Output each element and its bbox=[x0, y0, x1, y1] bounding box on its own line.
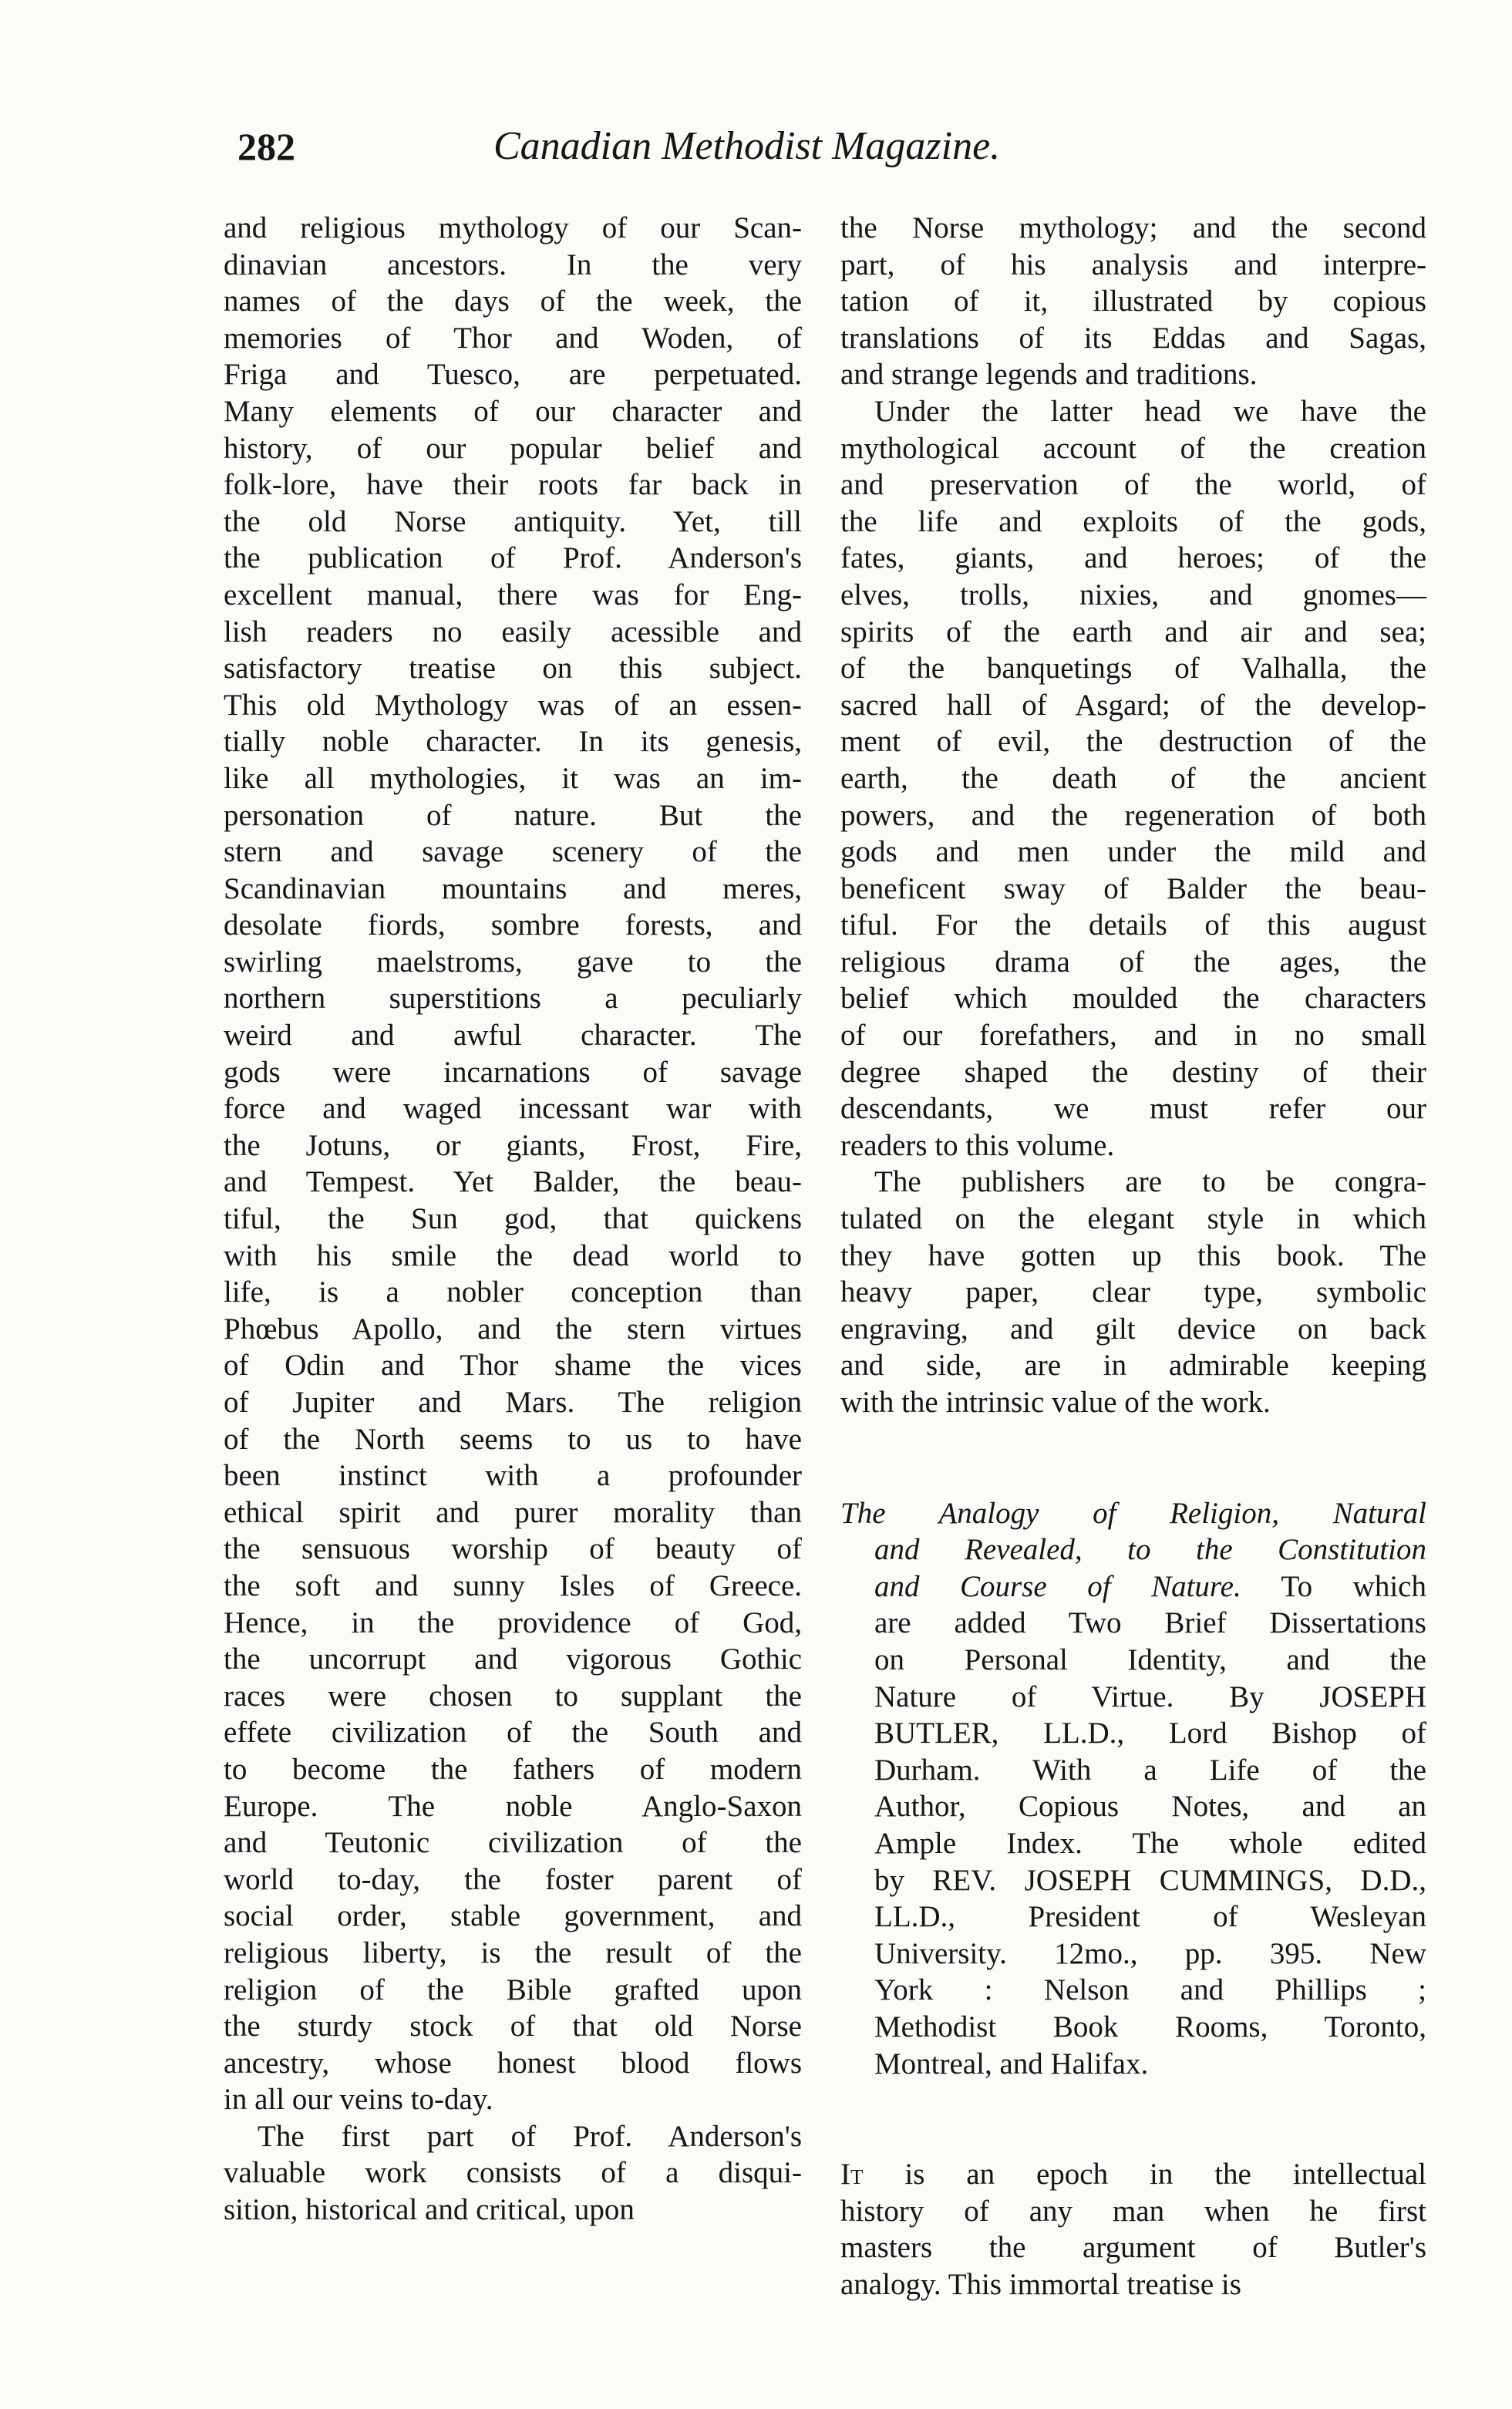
text-line: of Odin and Thor shame the vices bbox=[224, 1349, 802, 1383]
text-line: tation of it, illustrated by copious bbox=[840, 285, 1426, 318]
text-line: the uncorrupt and vigorous Gothic bbox=[224, 1642, 802, 1676]
text-line: effete civilization of the South and bbox=[224, 1716, 802, 1750]
text-line: satisfactory treatise on this subject. bbox=[224, 652, 802, 686]
text-line: by REV. JOSEPH CUMMINGS, D.D., bbox=[874, 1863, 1426, 1897]
text-line: heavy paper, clear type, symbolic bbox=[840, 1275, 1426, 1309]
text-line: Under the latter head we have the bbox=[874, 394, 1426, 428]
text-line: with the intrinsic value of the work. bbox=[840, 1386, 1271, 1419]
text-line: tulated on the elegant style in which bbox=[840, 1202, 1426, 1236]
text-line: Durham. With a Life of the bbox=[874, 1753, 1426, 1787]
text-line: with his smile the dead world to bbox=[224, 1238, 802, 1272]
text-line: Many elements of our character and bbox=[224, 394, 802, 428]
text-line: Montreal, and Halifax. bbox=[874, 2047, 1149, 2080]
text-line: they have gotten up this book. The bbox=[840, 1238, 1426, 1272]
text-line: the sensuous worship of beauty of bbox=[224, 1532, 802, 1566]
text-line: ethical spirit and purer morality than bbox=[224, 1495, 802, 1529]
text-line: Scandinavian mountains and meres, bbox=[224, 871, 802, 905]
text-line: sacred hall of Asgard; of the develop- bbox=[840, 688, 1426, 722]
text-line: ancestry, whose honest blood flows bbox=[224, 2046, 802, 2080]
text-line: This old Mythology was of an essen- bbox=[224, 688, 802, 722]
section-gap bbox=[840, 1421, 1426, 1495]
text-line: the publication of Prof. Anderson's bbox=[224, 541, 802, 575]
text-line: world to-day, the foster parent of bbox=[224, 1862, 802, 1896]
drop-word: It bbox=[840, 2158, 864, 2192]
text-line: Ample Index. The whole edited bbox=[874, 1826, 1426, 1860]
right-column-top-text bbox=[840, 210, 1426, 1421]
review-title-line: The Analogy of Religion, Natural bbox=[840, 1496, 1426, 1530]
text-line: weird and awful character. The bbox=[224, 1019, 802, 1053]
text-line: personation of nature. But the bbox=[224, 798, 802, 832]
text-line: dinavian ancestors. In the very bbox=[224, 248, 802, 281]
text-line: valuable work consists of a disqui- bbox=[224, 2156, 802, 2190]
text-line: beneficent sway of Balder the beau- bbox=[840, 871, 1426, 905]
text-line: the old Norse antiquity. Yet, till bbox=[224, 504, 802, 538]
text-line: northern superstitions a peculiarly bbox=[224, 982, 802, 1016]
text-line: folk-lore, have their roots far back in bbox=[224, 468, 802, 502]
text-line: BUTLER, LL.D., Lord Bishop of bbox=[874, 1717, 1426, 1750]
text-line: are added Two Brief Dissertations bbox=[874, 1606, 1426, 1640]
book-review bbox=[840, 1495, 1426, 2083]
text-line: degree shaped the destiny of their bbox=[840, 1055, 1426, 1089]
text-line: part, of his analysis and interpre- bbox=[840, 248, 1426, 281]
text-line: like all mythologies, it was an im- bbox=[224, 761, 802, 795]
text-line: religious drama of the ages, the bbox=[840, 945, 1426, 979]
text-line: Phœbus Apollo, and the stern virtues bbox=[224, 1312, 802, 1346]
text-line: sition, historical and critical, upon bbox=[224, 2193, 635, 2227]
text-line: history of any man when he first bbox=[840, 2194, 1426, 2228]
text-line: and strange legends and traditions. bbox=[840, 358, 1258, 392]
text-line: been instinct with a profounder bbox=[224, 1459, 802, 1493]
text-line: analogy. This immortal treatise is bbox=[840, 2267, 1241, 2301]
text-line: and Tempest. Yet Balder, the beau- bbox=[224, 1165, 802, 1199]
text-line: races were chosen to supplant the bbox=[224, 1679, 802, 1713]
review-body bbox=[840, 1605, 1426, 2082]
text-line: readers to this volume. bbox=[840, 1128, 1115, 1162]
text-line: gods were incarnations of savage bbox=[224, 1055, 802, 1089]
text-line: of the North seems to us to have bbox=[224, 1422, 802, 1456]
text-line: fates, giants, and heroes; of the bbox=[840, 541, 1426, 575]
text-line: memories of Thor and Woden, of bbox=[224, 321, 802, 355]
running-head: Canadian Methodist Magazine. bbox=[493, 124, 1001, 168]
text-line: history, of our popular belief and bbox=[224, 431, 802, 465]
text-line: University. 12mo., pp. 395. New bbox=[874, 1936, 1426, 1970]
text-line: swirling maelstroms, gave to the bbox=[224, 945, 802, 979]
text-line: and religious mythology of our Scan- bbox=[224, 211, 802, 244]
text-line: mythological account of the creation bbox=[840, 431, 1426, 465]
text-line: York : Nelson and Phillips ; bbox=[874, 1973, 1426, 2007]
review-title-line: and Revealed, to the Constitution bbox=[874, 1533, 1426, 1567]
text-line: Methodist Book Rooms, Toronto, bbox=[874, 2010, 1426, 2043]
text-line: in all our veins to-day. bbox=[224, 2083, 493, 2117]
text-line: powers, and the regeneration of both bbox=[840, 798, 1426, 832]
text-line: gods and men under the mild and bbox=[840, 835, 1426, 869]
text-line: masters the argument of Butler's bbox=[840, 2231, 1426, 2265]
text-line: The first part of Prof. Anderson's bbox=[258, 2119, 802, 2153]
text-line: earth, the death of the ancient bbox=[840, 761, 1426, 795]
text-line: Nature of Virtue. By JOSEPH bbox=[874, 1680, 1426, 1713]
text-line: It is an epoch in the intellectual bbox=[840, 2158, 1426, 2192]
text-line: ment of evil, the destruction of the bbox=[840, 725, 1426, 759]
text-line: social order, stable government, and bbox=[224, 1899, 802, 1933]
text-line: desolate fiords, sombre forests, and bbox=[224, 908, 802, 942]
text-line: Friga and Tuesco, are perpetuated. bbox=[224, 358, 802, 392]
right-column bbox=[840, 210, 1426, 2303]
text-line: the Jotuns, or giants, Frost, Fire, bbox=[224, 1128, 802, 1162]
text-line: elves, trolls, nixies, and gnomes— bbox=[840, 578, 1426, 612]
review-title-line: and Course of Nature. To which bbox=[874, 1569, 1426, 1603]
text-line: tiful. For the details of this august bbox=[840, 908, 1426, 942]
text-line: Author, Copious Notes, and an bbox=[874, 1790, 1426, 1824]
text-line: life, is a nobler conception than bbox=[224, 1275, 802, 1309]
text-line: and preservation of the world, of bbox=[840, 468, 1426, 502]
text-line: excellent manual, there was for Eng- bbox=[224, 578, 802, 612]
page-number: 282 bbox=[237, 125, 295, 168]
section-gap bbox=[840, 2082, 1426, 2156]
text-line: tially noble character. In its genesis, bbox=[224, 725, 802, 759]
text-line: and Teutonic civilization of the bbox=[224, 1826, 802, 1860]
text-line: religion of the Bible grafted upon bbox=[224, 1973, 802, 2006]
text-line: Hence, in the providence of God, bbox=[224, 1605, 802, 1639]
text-line: Europe. The noble Anglo-Saxon bbox=[224, 1789, 802, 1823]
text-line: the Norse mythology; and the second bbox=[840, 211, 1426, 244]
text-line: tiful, the Sun god, that quickens bbox=[224, 1202, 802, 1236]
text-line: and side, are in admirable keeping bbox=[840, 1349, 1426, 1383]
text-line: The publishers are to be congra- bbox=[874, 1165, 1426, 1199]
text-line: the soft and sunny Isles of Greece. bbox=[224, 1568, 802, 1602]
text-line: translations of its Eddas and Sagas, bbox=[840, 321, 1426, 355]
right-column-bottom-text bbox=[840, 2156, 1426, 2303]
text-line: descendants, we must refer our bbox=[840, 1092, 1426, 1126]
text-line: on Personal Identity, and the bbox=[874, 1642, 1426, 1676]
text-line: the life and exploits of the gods, bbox=[840, 504, 1426, 538]
text-line: of our forefathers, and in no small bbox=[840, 1019, 1426, 1053]
text-line: religious liberty, is the result of the bbox=[224, 1936, 802, 1969]
left-column bbox=[224, 210, 802, 2229]
text-line: of Jupiter and Mars. The religion bbox=[224, 1386, 802, 1419]
text-line: of the banquetings of Valhalla, the bbox=[840, 652, 1426, 686]
text-line: names of the days of the week, the bbox=[224, 285, 802, 318]
text-line: stern and savage scenery of the bbox=[224, 835, 802, 869]
text-line: engraving, and gilt device on back bbox=[840, 1312, 1426, 1346]
text-line: lish readers no easily acessible and bbox=[224, 615, 802, 649]
text-line: LL.D., President of Wesleyan bbox=[874, 1900, 1426, 1934]
text-line: to become the fathers of modern bbox=[224, 1752, 802, 1786]
text-line: force and waged incessant war with bbox=[224, 1092, 802, 1126]
text-line: belief which moulded the characters bbox=[840, 982, 1426, 1016]
text-line: spirits of the earth and air and sea; bbox=[840, 615, 1426, 649]
text-line: the sturdy stock of that old Norse bbox=[224, 2010, 802, 2043]
